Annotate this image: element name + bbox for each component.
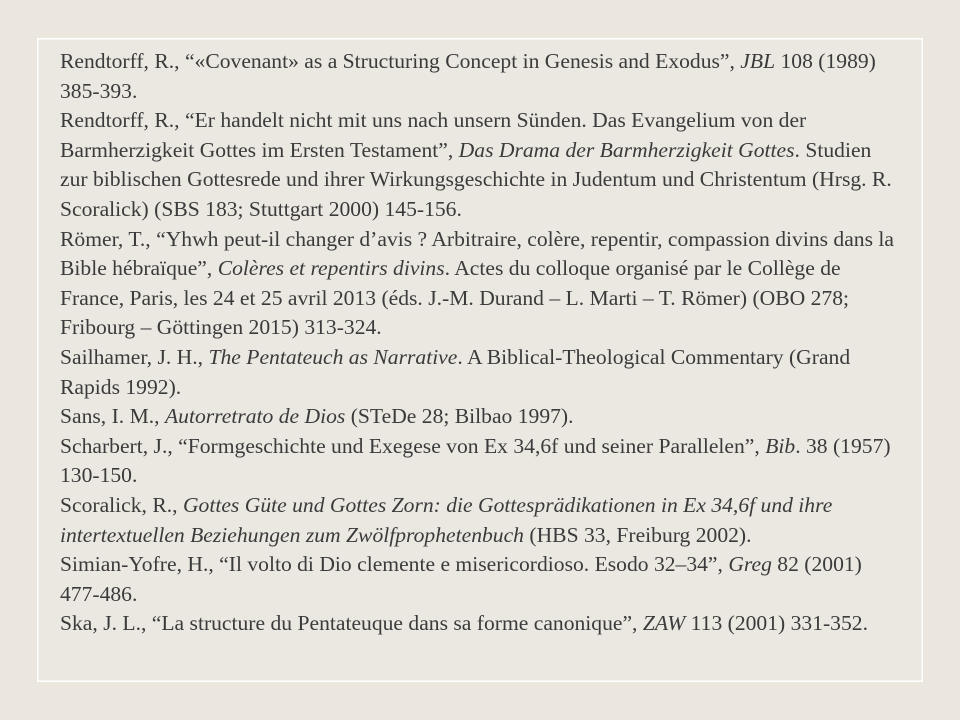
bibliography-entry [60, 432, 902, 491]
entry-italic-title: Gottes Güte und Gottes Zorn: die Gottesprädikationen in Ex 34,6f und ihre intertextuellen Beziehungen zum Zwölfprophetenbuch [60, 492, 833, 547]
bibliography-entry [60, 106, 902, 224]
entry-title: “Yhwh peut-il changer d’avis ? Arbitraire, colère, repentir, compassion divins dans la Bible hébraïque”, [60, 226, 894, 281]
entry-details: . 38 (1957) 130-150. [60, 433, 891, 488]
entry-author: Scharbert, J., [60, 433, 179, 458]
entry-details: . Studien zur biblischen Gottesrede und ihrer Wirkungsgeschichte in Judentum und Christentum (Hrsg. R. Scoralick) (SBS 183; Stuttgart 2000) 145-156. [60, 137, 892, 221]
entry-italic-title: Greg [728, 552, 772, 577]
entry-italic-title: The Pentateuch as Narrative [208, 344, 458, 369]
entry-title: “«Covenant» as a Structuring Concept in Genesis and Exodus”, [184, 49, 741, 73]
entry-author: Sans, I. M., [60, 404, 165, 429]
bibliography-list [60, 47, 902, 639]
entry-italic-title: ZAW [642, 611, 686, 636]
entry-title: “Formgeschichte und Exegese von Ex 34,6f und seiner Parallelen”, [178, 433, 766, 458]
entry-author: Ska, J. L., [60, 611, 152, 636]
entry-italic-title: Autorretrato de Dios [164, 404, 346, 429]
entry-italic-title: Colères et repentirs divins [217, 256, 445, 281]
entry-italic-title: Das Drama der Barmherzigkeit Gottes [458, 137, 795, 162]
entry-details: . A Biblical-Theological Commentary (Grand Rapids 1992). [60, 344, 851, 399]
bibliography-entry [60, 402, 902, 432]
entry-title: “Il volto di Dio clemente e misericordioso. Esodo 32–34”, [219, 552, 729, 577]
entry-italic-title: Bib [765, 433, 796, 458]
bibliography-entry [60, 491, 902, 550]
entry-title: “Er handelt nicht mit uns nach unsern Sünden. Das Evangelium von der Barmherzigkeit Gottes im Ersten Testament”, [60, 108, 807, 162]
entry-details: 113 (2001) 331-352. [685, 611, 868, 636]
bibliography-entry [60, 47, 902, 106]
bibliography-entry [60, 225, 902, 343]
bibliography-entry [60, 550, 902, 609]
entry-details: (STeDe 28; Bilbao 1997). [345, 404, 574, 429]
entry-italic-title: JBL [740, 49, 776, 73]
entry-author: Rendtorff, R., [60, 49, 185, 73]
entry-title: “La structure du Pentateuque dans sa forme canonique”, [151, 611, 643, 636]
entry-author: Sailhamer, J. H., [60, 344, 209, 369]
bibliography-entry [60, 343, 902, 402]
entry-details: (HBS 33, Freiburg 2002). [523, 522, 752, 547]
entry-author: Rendtorff, R., [60, 108, 185, 133]
entry-details: 108 (1989) 385-393. [60, 49, 876, 103]
bibliography-entry [60, 609, 902, 639]
entry-author: Simian-Yofre, H., [60, 552, 220, 577]
entry-author: Scoralick, R., [60, 492, 183, 517]
entry-author: Römer, T., [60, 226, 157, 251]
entry-details: . Actes du colloque organisé par le Collège de France, Paris, les 24 et 25 avril 2013 (éds. J.-M. Durand – L. Marti – T. Römer) (OBO 278; Fribourg – Göttingen 2015) 313-324. [60, 256, 850, 340]
entry-details: 82 (2001) 477-486. [60, 552, 862, 606]
